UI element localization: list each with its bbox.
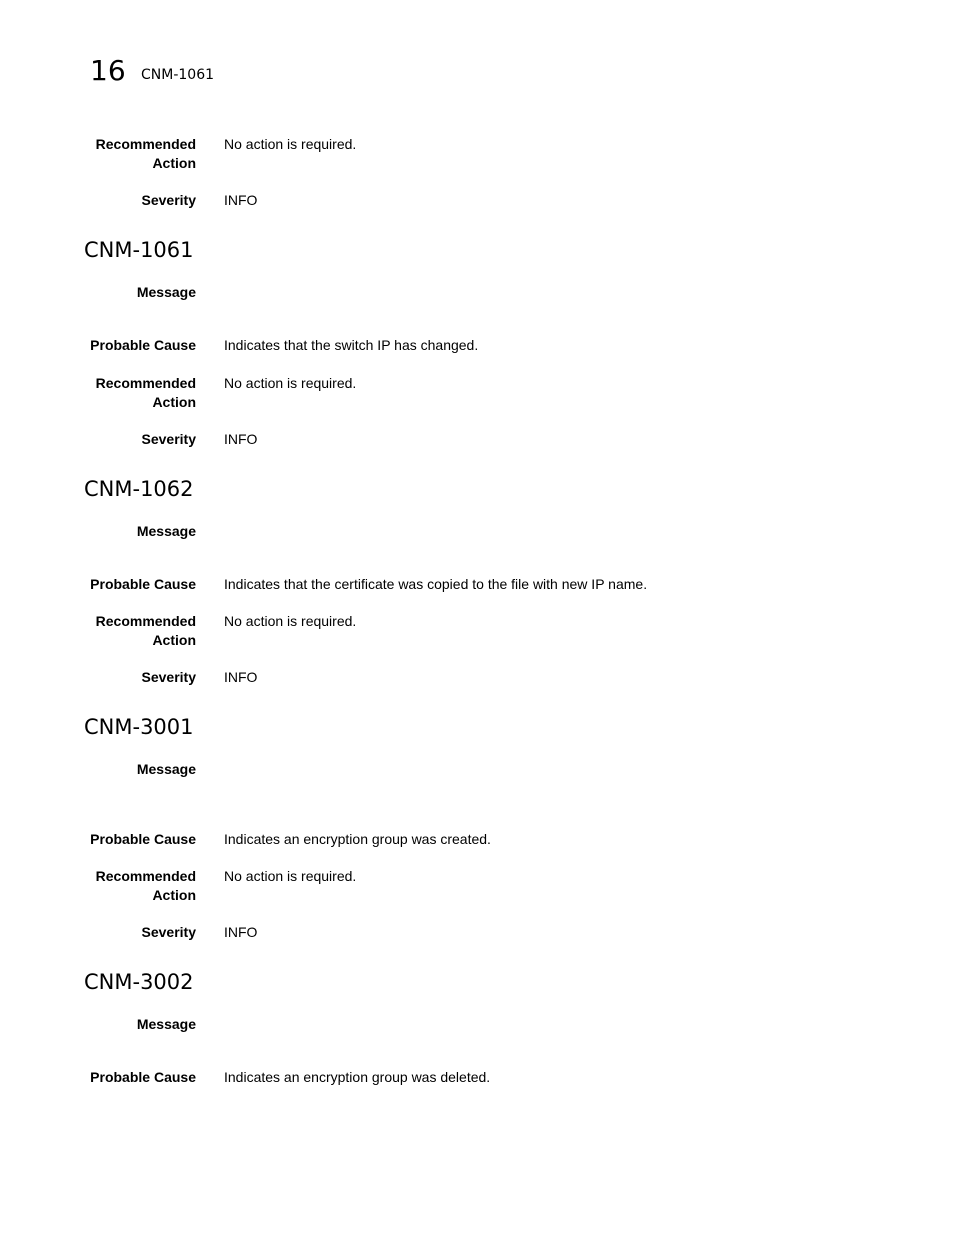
- recommended-action-value: No action is required.: [224, 613, 357, 629]
- probable-cause-label: Probable Cause: [90, 337, 196, 353]
- message-label: Message: [136, 284, 196, 300]
- recommended-action-value: No action is required.: [224, 375, 357, 391]
- severity-value: INFO: [224, 192, 258, 208]
- section-heading-cnm-1062: CNM-1062: [84, 477, 194, 501]
- recommended-action-value: No action is required.: [224, 136, 357, 152]
- section-heading-cnm-1061: CNM-1061: [84, 238, 194, 262]
- severity-label: Severity: [141, 192, 196, 208]
- section-heading-cnm-3002: CNM-3002: [84, 970, 194, 994]
- severity-label: Severity: [141, 431, 196, 447]
- severity-label: Severity: [141, 669, 196, 685]
- recommended-action-label: Recommended Action: [95, 868, 196, 903]
- running-title: CNM-1061: [141, 67, 215, 83]
- recommended-action-label: Recommended Action: [95, 136, 196, 171]
- severity-value: INFO: [224, 669, 258, 685]
- severity-value: INFO: [224, 924, 258, 940]
- probable-cause-label: Probable Cause: [90, 1069, 196, 1085]
- probable-cause-label: Probable Cause: [90, 831, 196, 847]
- severity-label: Severity: [141, 924, 196, 940]
- message-label: Message: [136, 761, 196, 777]
- chapter-number: 16: [90, 54, 126, 87]
- probable-cause-value: Indicates that the switch IP has changed.: [224, 337, 479, 353]
- message-label: Message: [136, 523, 196, 539]
- message-label: Message: [136, 1016, 196, 1032]
- recommended-action-label: Recommended Action: [95, 375, 196, 410]
- probable-cause-value: Indicates an encryption group was deleted.: [224, 1069, 491, 1085]
- probable-cause-value: Indicates an encryption group was created.: [224, 831, 491, 847]
- section-heading-cnm-3001: CNM-3001: [84, 715, 194, 739]
- severity-value: INFO: [224, 431, 258, 447]
- probable-cause-value: Indicates that the certificate was copied to the file with new IP name.: [224, 576, 648, 592]
- recommended-action-value: No action is required.: [224, 868, 357, 884]
- probable-cause-label: Probable Cause: [90, 576, 196, 592]
- recommended-action-label: Recommended Action: [95, 613, 196, 648]
